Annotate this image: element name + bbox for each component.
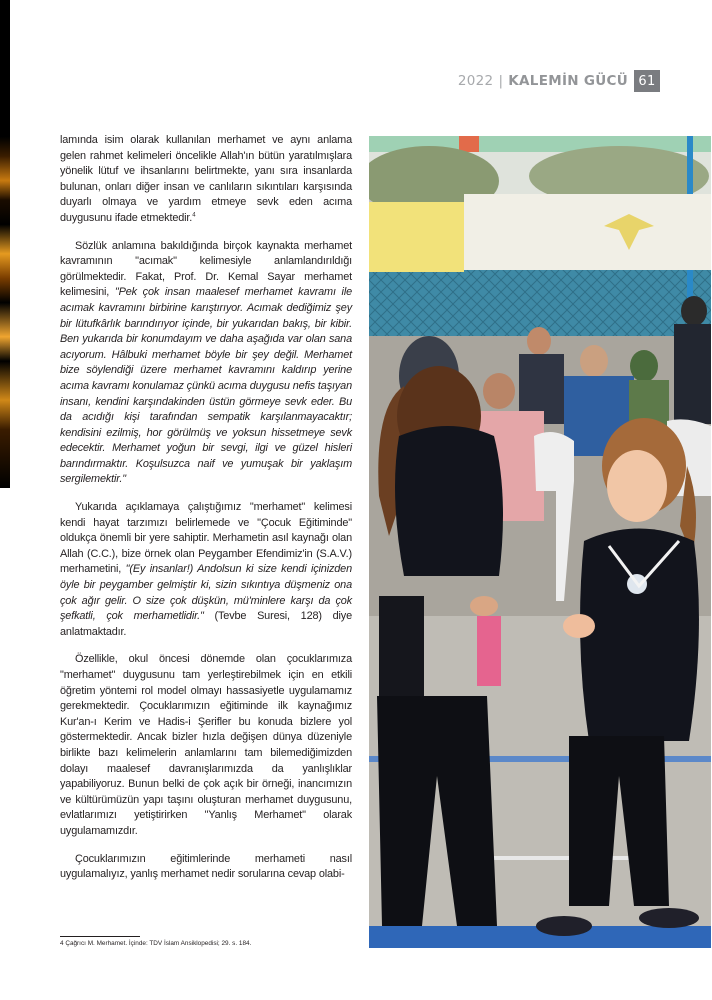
header-magazine-title: KALEMİN GÜCÜ [508,73,628,89]
paragraph-3-end: (Tevbe Suresi, 128) diye anlatmaktadır. [60,610,352,638]
paragraph-1 [60,133,352,227]
header-year: 2022 [457,73,494,89]
paragraph-1-text: lamında isim olarak kullanılan merhamet ve aynı anlama gelen rahmet kelimeleri öncelikle Allah'ın bütün yaratılmışlara yönelik lütuf ve ihsanlarını belirtmekte, yanı sıra insanlarda bulunan, onları diğer insan ve canlıların sıkıntıları karşısında duyarlı olmaya ve yardım etmeye sevk eden acıma duygusunu ifade etmektedir. [60,134,352,224]
paragraph-3-text: Yukarıda açıklamaya çalıştığımız "merhamet" kelimesi kendi hayat tarzımızı belirlemede ve "Çocuk Eğitiminde" oldukça önemli bir yere sahiptir. Merhametin asıl kaynağı olan Allah (C.C.), bize örnek olan Peygamber Efendimiz'in (S.A.V.) merhametini, [60,501,352,576]
article-text-column [60,133,352,895]
header-separator: | [498,73,504,89]
paragraph-3 [60,500,352,640]
running-header [458,70,660,92]
paragraph-5: Çocuklarımızın eğitimlerinde merhameti nasıl uygulamalıyız, yanlış merhamet nedir sorularına cevap olabi- [60,852,352,881]
page-number-badge: 61 [634,70,660,92]
article-photo-two-girls [369,136,711,948]
left-girl-shirt [395,426,503,576]
footnote-marker: 4 [192,212,196,219]
footnote: 4 Çağrıcı M. Merhamet. İçinde: TDV İslam Ansiklopedisi; 29. s. 184. [60,940,252,947]
right-girl-shirt [580,529,699,742]
yellow-banner [369,202,464,272]
paragraph-4: Özellikle, okul öncesi dönemde olan çocuklarımıza "merhamet" duygusunu tam yerleştirebilmek için en etkili öğretim yöntemi rol model olmayı hassasiyetle uygulamamız gerekmektedir. Çocuklarımızın eğitiminde ilk kaynağımız Kur'an-ı Kerim ve Hadis-i Şerifler bu konuda bizlere yol göstermektedir. Ancak bizler hızla değişen dünya düzeniyle birlikte bazı kelimelerin anlamlarını tam bilemediğimizden dolayı maalesef davranışlarımızda da yanlışlıklar yapabiliyoruz. Bunun belki de çok açık bir örneği, inancımızın ve kültürümüzün yapı taşını oluşturan merhamet duygusunu, evlatlarımızı yetiştirirken "Yanlış Merhamet" olarak uygulamamızdır. [60,653,352,837]
footnote-rule [60,936,140,937]
photo-illustration [369,136,711,948]
paragraph-3-quote: "(Ey insanlar!) Andolsun ki size kendi içinizden öyle bir peygamber gelmiştir ki, sizin sıkıntıya düşmeniz ona çok ağır gelir. O size çok düşkün, mü'minlere karşı da çok şefkatli, çok merhametlidir." [60,563,352,623]
decorative-edge-strip [0,0,10,488]
paragraph-2-quote: "Pek çok insan maalesef merhamet kavramı ile acımak kavramını birbirine karıştırıyor. Acımak dediğimiz şey bir lütufkârlık barındırıyor içinde, bir yukarıdan bakış, bir kibir. Ben yukarıda bir konumdayım ve daha aşağıda var olan sana acıyorum. Hâlbuki merhamet böyle bir şey değil. Merhamet bize söylendiği üzere merhamet kavramını kaldırıp yerine acıma kavramı konulamaz çünkü acıma duygusu nefis taşıyan insanı, kendini karşındakinden üstün görmeye sevk eder. Bu da acıdığı kişi tarafından sempatik karşılanmayacaktır; kendisini ezilmiş, hor görülmüş ve yoksun hissetmeye sevk edecektir. Merhamet yoğun bir sevgi, ilgi ve güzel hisleri barındırmaktır. Koşulsuzca naif ve yumuşak bir yaklaşım sergilemektir." [60,286,352,486]
paragraph-2-text: Sözlük anlamına bakıldığında birçok kaynakta merhamet kavramının "acımak" kelimesiyle anlamlandırıldığı görülmektedir. Fakat, Prof. Dr. Kemal Sayar merhamet kelimesini, [60,239,352,299]
paragraph-2 [60,239,352,489]
